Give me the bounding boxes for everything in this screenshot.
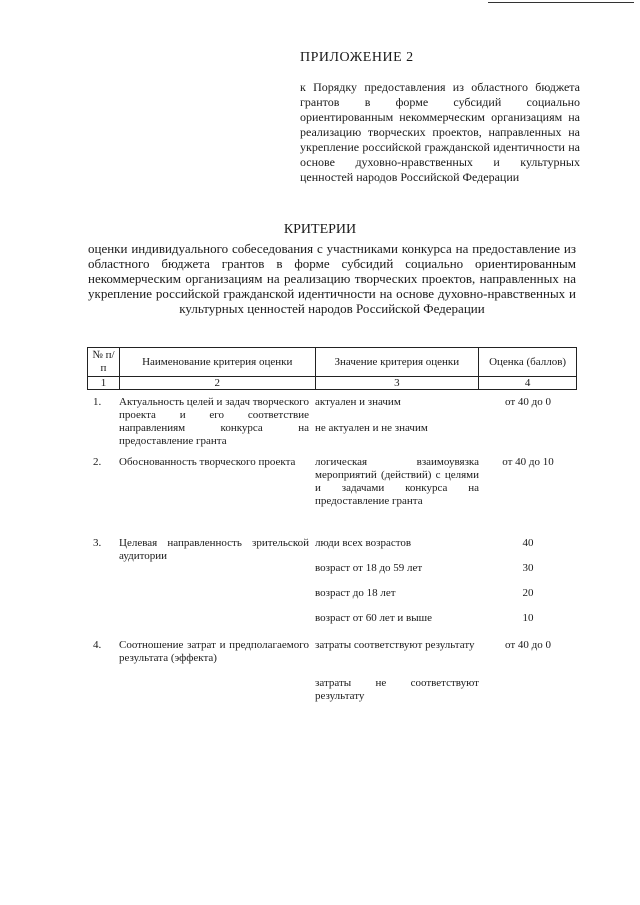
value-text: не актуален и не значим (315, 422, 428, 434)
row-values (315, 537, 577, 639)
header-score: Оценка (баллов) (479, 348, 577, 377)
appendix-title: ПРИЛОЖЕНИЕ 2 (300, 50, 414, 65)
row-values (315, 396, 577, 456)
table-row (87, 456, 577, 537)
row-criterion-name: Соотношение затрат и предполагаемого результата (эффекта) (119, 639, 309, 664)
value-text: возраст от 18 до 59 лет (315, 562, 423, 574)
value-score: от 40 до 10 (502, 456, 554, 468)
value-score: 40 (522, 537, 534, 549)
appendix-text: к Порядку предоставления из областного бюджета грантов в форме субсидий социально ориентированным некоммерческим организациям на реализацию творческих проектов, направленных на укрепление российской гражданской идентичности на основе духовно-нравственных и культурных ценностей народов Российской Федерации (300, 80, 580, 184)
col-number-4: 4 (479, 377, 577, 390)
row-criterion-name: Обоснованность творческого проекта (119, 456, 296, 468)
value-text: возраст до 18 лет (315, 587, 396, 599)
value-score (479, 677, 577, 703)
value-item (315, 639, 577, 677)
value-item (315, 422, 577, 435)
header-num: № п/п (88, 348, 120, 377)
value-score: от 40 до 0 (504, 639, 551, 651)
row-number: 1. (93, 396, 102, 408)
value-score (479, 422, 577, 435)
col-number-1: 1 (88, 377, 120, 390)
header-value: Значение критерия оценки (315, 348, 479, 377)
row-values (315, 456, 577, 537)
value-score: 30 (522, 562, 534, 574)
value-item (315, 677, 577, 703)
value-text: логическая взаимоувязка мероприятий (действий) с целями и задачами конкурса на предоставление гранта (315, 456, 479, 507)
row-number: 4. (93, 639, 102, 651)
value-item (315, 587, 577, 612)
value-score: от 40 до 0 (504, 396, 551, 408)
value-item (315, 537, 577, 562)
row-number: 2. (93, 456, 102, 468)
row-number: 3. (93, 537, 102, 549)
table-row (87, 639, 577, 703)
criteria-title: КРИТЕРИИ (283, 222, 357, 237)
value-item (315, 456, 577, 508)
col-number-2: 2 (119, 377, 315, 390)
value-item (315, 562, 577, 587)
header-name: Наименование критерия оценки (119, 348, 315, 377)
top-border-line (488, 2, 634, 3)
row-values (315, 639, 577, 703)
criteria-table-header (87, 347, 577, 390)
value-text: возраст от 60 лет и выше (315, 612, 432, 624)
criteria-description: оценки индивидуального собеседования с участниками конкурса на предоставление из областного бюджета грантов в форме субсидий социально ориентированным некоммерческим организациям на реализацию творческих проектов, направленных на укрепление российской гражданской идентичности на основе духовно-нравственных и культурных ценностей народов Российской Федерации (88, 241, 576, 316)
row-criterion-name: Целевая направленность зрительской аудитории (119, 537, 309, 562)
table-row (87, 537, 577, 639)
appendix-block (300, 50, 580, 185)
criteria-rows (87, 396, 577, 703)
value-item (315, 612, 577, 625)
value-score: 10 (522, 612, 534, 624)
value-text: люди всех возрастов (315, 537, 412, 549)
table-row (87, 396, 577, 456)
row-criterion-name: Актуальность целей и задач творческого проекта и его соответствие направлениям конкурса на предоставление гранта (119, 396, 309, 447)
value-item (315, 396, 577, 422)
value-score: 20 (522, 587, 534, 599)
value-text: актуален и значим (315, 396, 401, 408)
value-text: затраты соответствуют результату (315, 639, 475, 651)
value-text: затраты не соответствуют результату (315, 677, 479, 702)
col-number-3: 3 (315, 377, 479, 390)
